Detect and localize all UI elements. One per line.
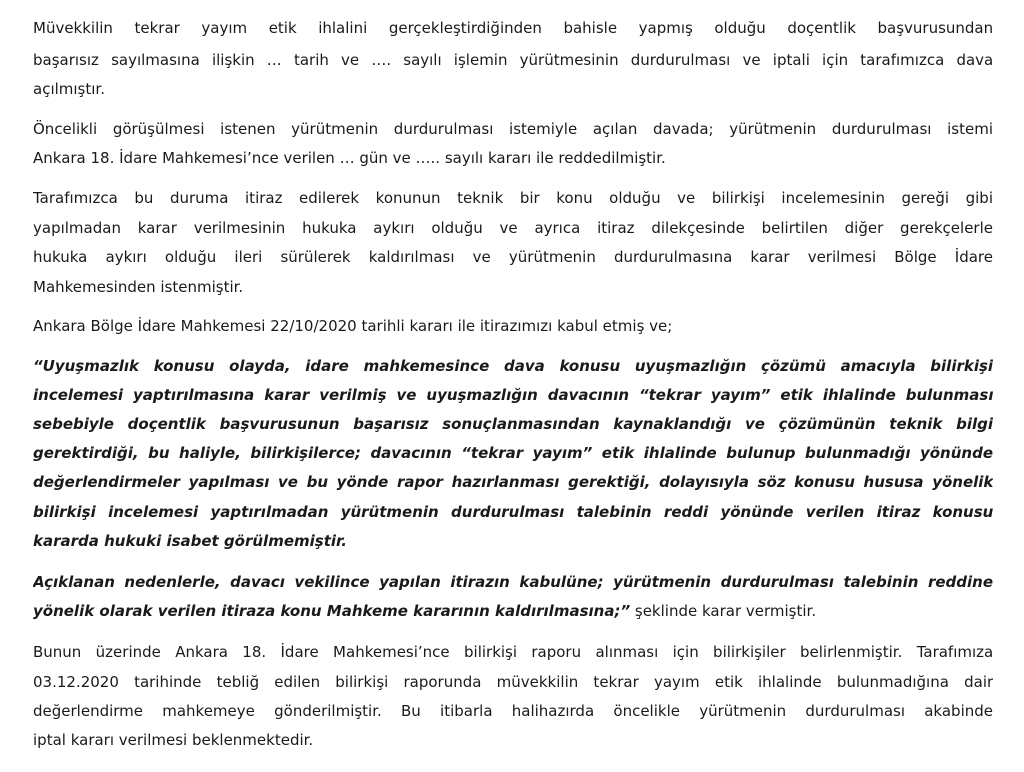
- paragraph-3-line-2: yapılmadan karar verilmesinin hukuka aykırı olduğu ve ayrıca itiraz dilekçesinde belirtilen diğer gerekçelerle: [33, 219, 993, 237]
- quote-line-9: yönelik olarak verilen itiraza konu Mahkeme kararının kaldırılmasına;”: [33, 602, 631, 620]
- paragraph-7-line-3: değerlendirme mahkemeye gönderilmiştir. Bu itibarla halihazırda öncelikle yürütmenin durdurulması akabinde: [33, 702, 993, 720]
- paragraph-7-line-2: 03.12.2020 tarihinde tebliğ edilen bilirkişi raporunda müvekkilin tekrar yayım etik ihlalinde bulunmadığına dair: [33, 673, 993, 691]
- paragraph-7-line-1: Bunun üzerinde Ankara 18. İdare Mahkemesi’nce bilirkişi raporu alınması için bilirkişiler belirlenmiştir. Tarafımıza: [33, 643, 993, 661]
- quote-line-3: sebebiyle doçentlik başvurusunun başarısız sonuçlanmasından kaynaklandığı ve çözümünün teknik bilgi: [33, 415, 993, 433]
- paragraph-2-line-2: Ankara 18. İdare Mahkemesi’nce verilen … gün ve ….. sayılı kararı ile reddedilmiştir.: [33, 149, 666, 167]
- quote-line-8: Açıklanan nedenlerle, davacı vekilince yapılan itirazın kabulüne; yürütmenin durdurulması talebinin reddine: [33, 573, 993, 591]
- paragraph-1-line-3: açılmıştır.: [33, 80, 105, 98]
- quote-line-6: bilirkişi incelemesi yaptırılmadan yürütmenin durdurulması talebinin reddi yönünde verilen itiraz konusu: [33, 503, 993, 521]
- paragraph-2-line-1: Öncelikli görüşülmesi istenen yürütmenin durdurulması istemiyle açılan davada; yürütmenin durdurulması istemi: [33, 120, 993, 138]
- quote-line-1: “Uyuşmazlık konusu olayda, idare mahkemesince dava konusu uyuşmazlığın çözümü amacıyla bilirkişi: [33, 357, 993, 375]
- paragraph-6-line-2: [33, 601, 993, 621]
- paragraph-3-line-3: hukuka aykırı olduğu ileri sürülerek kaldırılması ve yürütmenin durdurulmasına karar verilmesi Bölge İdare: [33, 248, 993, 266]
- paragraph-3-line-4: Mahkemesinden istenmiştir.: [33, 278, 244, 296]
- paragraph-4-line-1: Ankara Bölge İdare Mahkemesi 22/10/2020 tarihli kararı ile itirazımızı kabul etmiş ve;: [33, 317, 673, 335]
- quote-line-4: gerektirdiği, bu haliyle, bilirkişilerce; davacının “tekrar yayım” etik ihlalinde bulunup bulunmadığı yönünde: [33, 444, 993, 462]
- paragraph-7-line-4: iptal kararı verilmesi beklenmektedir.: [33, 731, 314, 749]
- paragraph-3-line-1: Tarafımızca bu duruma itiraz edilerek konunun teknik bir konu olduğu ve bilirkişi incelemesinin gereği gibi: [33, 189, 993, 207]
- quote-line-7: kararda hukuki isabet görülmemiştir.: [33, 532, 347, 550]
- paragraph-1-line-2: başarısız sayılmasına ilişkin … tarih ve …. sayılı işlemin yürütmesinin durdurulması ve iptali için tarafımızca dava: [33, 51, 993, 69]
- quote-line-5: değerlendirmeler yapılması ve bu yönde rapor hazırlanması gerektiği, dolayısıyla söz konusu hususa yönelik: [33, 473, 993, 491]
- quote-line-2: incelemesi yaptırılmasına karar verilmiş ve uyuşmazlığın davacının “tekrar yayım” etik ihlalinde bulunması: [33, 386, 993, 404]
- paragraph-1-line-1: Müvekkilin tekrar yayım etik ihlalini gerçekleştirdiğinden bahisle yapmış olduğu doçentlik başvurusundan: [33, 19, 993, 37]
- paragraph-6-tail: şeklinde karar vermiştir.: [630, 602, 817, 620]
